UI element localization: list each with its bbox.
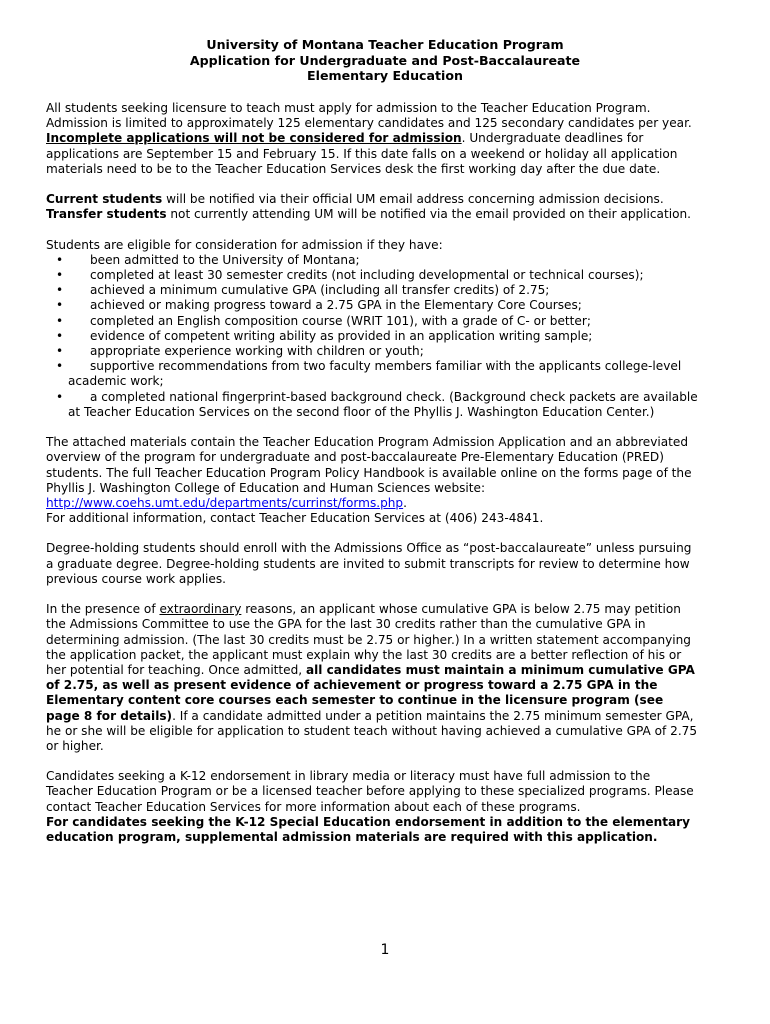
text-line: All students seeking licensure to teach must apply for admission to the Teacher Education Program. [46, 101, 651, 115]
text-line: applications are September 15 and February 15. If this date falls on a weekend or holiday all application [46, 146, 678, 161]
text-line: overview of the program for undergraduate and post-baccalaureate Pre-Elementary Education (PRED) [46, 450, 664, 465]
list-item [46, 390, 736, 405]
list-item-text: completed an English composition course (WRIT 101), with a grade of C- or better; [90, 313, 591, 328]
bullet-icon: • [56, 298, 64, 313]
text-span: . [403, 495, 407, 510]
text-line: Candidates seeking a K-12 endorsement in library media or literacy must have full admission to the [46, 769, 651, 784]
list-item-text: completed at least 30 semester credits (not including developmental or technical courses); [90, 268, 644, 283]
eligibility-intro: Students are eligible for consideration for admission if they have: [46, 237, 443, 252]
bullet-icon: • [56, 328, 64, 343]
transfer-students-label: Transfer students [46, 207, 167, 222]
bullet-icon: • [56, 252, 64, 267]
text-line: Teacher Education Program or be a licensed teacher before applying to these specialized programs. Please [46, 784, 694, 799]
text-line [46, 663, 736, 678]
list-item-text: been admitted to the University of Montana; [90, 252, 360, 267]
text-span: not currently attending UM will be notified via the email provided on their application. [166, 207, 691, 222]
list-item [46, 359, 736, 374]
text-span: will be notified via their official UM email address concerning admission decisions. [162, 192, 664, 207]
petition-paragraph [46, 602, 736, 754]
text-line [46, 709, 736, 724]
bold-requirement: Elementary content core courses each semester to continue in the licensure program (see [46, 693, 664, 708]
text-line: materials need to be to the Teacher Education Services desk the first working day after the due date. [46, 161, 661, 176]
list-item-text: achieved or making progress toward a 2.75 GPA in the Elementary Core Courses; [90, 298, 582, 313]
list-item-text: a completed national fingerprint-based background check. (Background check packets are available [90, 389, 698, 404]
text-line: previous course work applies. [46, 571, 227, 586]
text-line: Admission is limited to approximately 125 elementary candidates and 125 secondary candidates per year. [46, 116, 692, 131]
endorsement-paragraph [46, 769, 736, 845]
list-item-text: appropriate experience working with children or youth; [90, 344, 424, 358]
bullet-icon: • [56, 313, 64, 328]
text-span: reasons, an applicant whose cumulative GPA is below 2.75 may petition [241, 602, 681, 617]
text-span: . If a candidate admitted under a petition maintains the 2.75 minimum semester GPA, [172, 708, 694, 723]
text-span: . Undergraduate deadlines for [461, 131, 644, 146]
text-line [46, 131, 736, 146]
bullet-icon: • [56, 344, 64, 358]
text-line: Degree-holding students should enroll with the Admissions Office as “post-baccalaureate” unless pursuing [46, 541, 692, 556]
notification-paragraph [46, 192, 736, 222]
document-title [0, 37, 770, 84]
list-item-continuation: at Teacher Education Services on the second floor of the Phyllis J. Washington Education Center.) [68, 404, 655, 419]
special-education-note: education program, supplemental admission materials are required with this application. [46, 830, 658, 844]
text-line: the application packet, the applicant must explain why the last 30 credits are a better reflection of his or [46, 647, 682, 662]
materials-paragraph [46, 435, 736, 526]
bullet-icon: • [56, 359, 64, 374]
text-line: The attached materials contain the Teacher Education Program Admission Application and an abbreviated [46, 435, 689, 450]
list-item [46, 253, 736, 268]
document-body [46, 101, 736, 845]
text-line [46, 192, 736, 207]
text-line: students. The full Teacher Education Program Policy Handbook is available online on the forms page of the [46, 465, 692, 480]
degree-holding-paragraph [46, 541, 736, 587]
extraordinary-underlined: extraordinary [159, 602, 242, 617]
title-line-2: Application for Undergraduate and Post-Baccalaureate [189, 52, 581, 68]
list-item-text: supportive recommendations from two faculty members familiar with the applicants college-level [90, 359, 682, 374]
text-line [46, 496, 736, 511]
incomplete-warning: Incomplete applications will not be considered for admission [46, 131, 462, 146]
text-line: he or she will be eligible for application to student teach without having achieved a cumulative GPA of 2.75 [46, 723, 698, 738]
list-item [46, 314, 736, 329]
bullet-icon: • [56, 389, 64, 404]
bullet-icon: • [56, 283, 64, 298]
list-item-text: evidence of competent writing ability as provided in an application writing sample; [90, 328, 593, 343]
intro-paragraph [46, 101, 736, 177]
text-line: contact Teacher Education Services for more information about each of these programs. [46, 799, 581, 814]
text-line: Phyllis J. Washington College of Education and Human Sciences website: [46, 480, 486, 495]
title-line-1: University of Montana Teacher Education Program [206, 37, 564, 52]
current-students-label: Current students [46, 192, 163, 207]
forms-page-link[interactable]: http://www.coehs.umt.edu/departments/currinst/forms.php [46, 495, 404, 510]
page-number: 1 [380, 942, 390, 958]
text-line [46, 207, 736, 222]
list-item [46, 283, 736, 298]
bold-requirement: all candidates must maintain a minimum cumulative GPA [305, 662, 695, 677]
text-line [46, 602, 736, 617]
bullet-icon: • [56, 268, 64, 283]
list-item [46, 329, 736, 344]
eligibility-section [46, 238, 736, 420]
title-line-3: Elementary Education [307, 68, 463, 83]
text-span: In the presence of [46, 602, 160, 617]
bold-requirement: page 8 for details) [46, 708, 173, 723]
text-span: her potential for teaching. Once admitted, [46, 662, 306, 677]
contact-info: For additional information, contact Teacher Education Services at (406) 243-4841. [46, 511, 544, 526]
text-line: a graduate degree. Degree-holding students are invited to submit transcripts for review to determine how [46, 556, 690, 571]
text-line: the Admissions Committee to use the GPA for the last 30 credits rather than the cumulative GPA in [46, 617, 646, 632]
bold-requirement: of 2.75, as well as present evidence of achievement or progress toward a 2.75 GPA in the [46, 678, 658, 693]
list-item [46, 298, 736, 313]
text-line: or higher. [46, 738, 104, 753]
list-item [46, 268, 736, 283]
list-item-text: achieved a minimum cumulative GPA (including all transfer credits) of 2.75; [90, 283, 550, 298]
list-item-continuation: academic work; [68, 374, 164, 389]
text-line: determining admission. (The last 30 credits must be 2.75 or higher.) In a written statement accompanying [46, 632, 691, 647]
list-item [46, 344, 736, 359]
special-education-note: For candidates seeking the K-12 Special Education endorsement in addition to the elementary [46, 814, 691, 829]
